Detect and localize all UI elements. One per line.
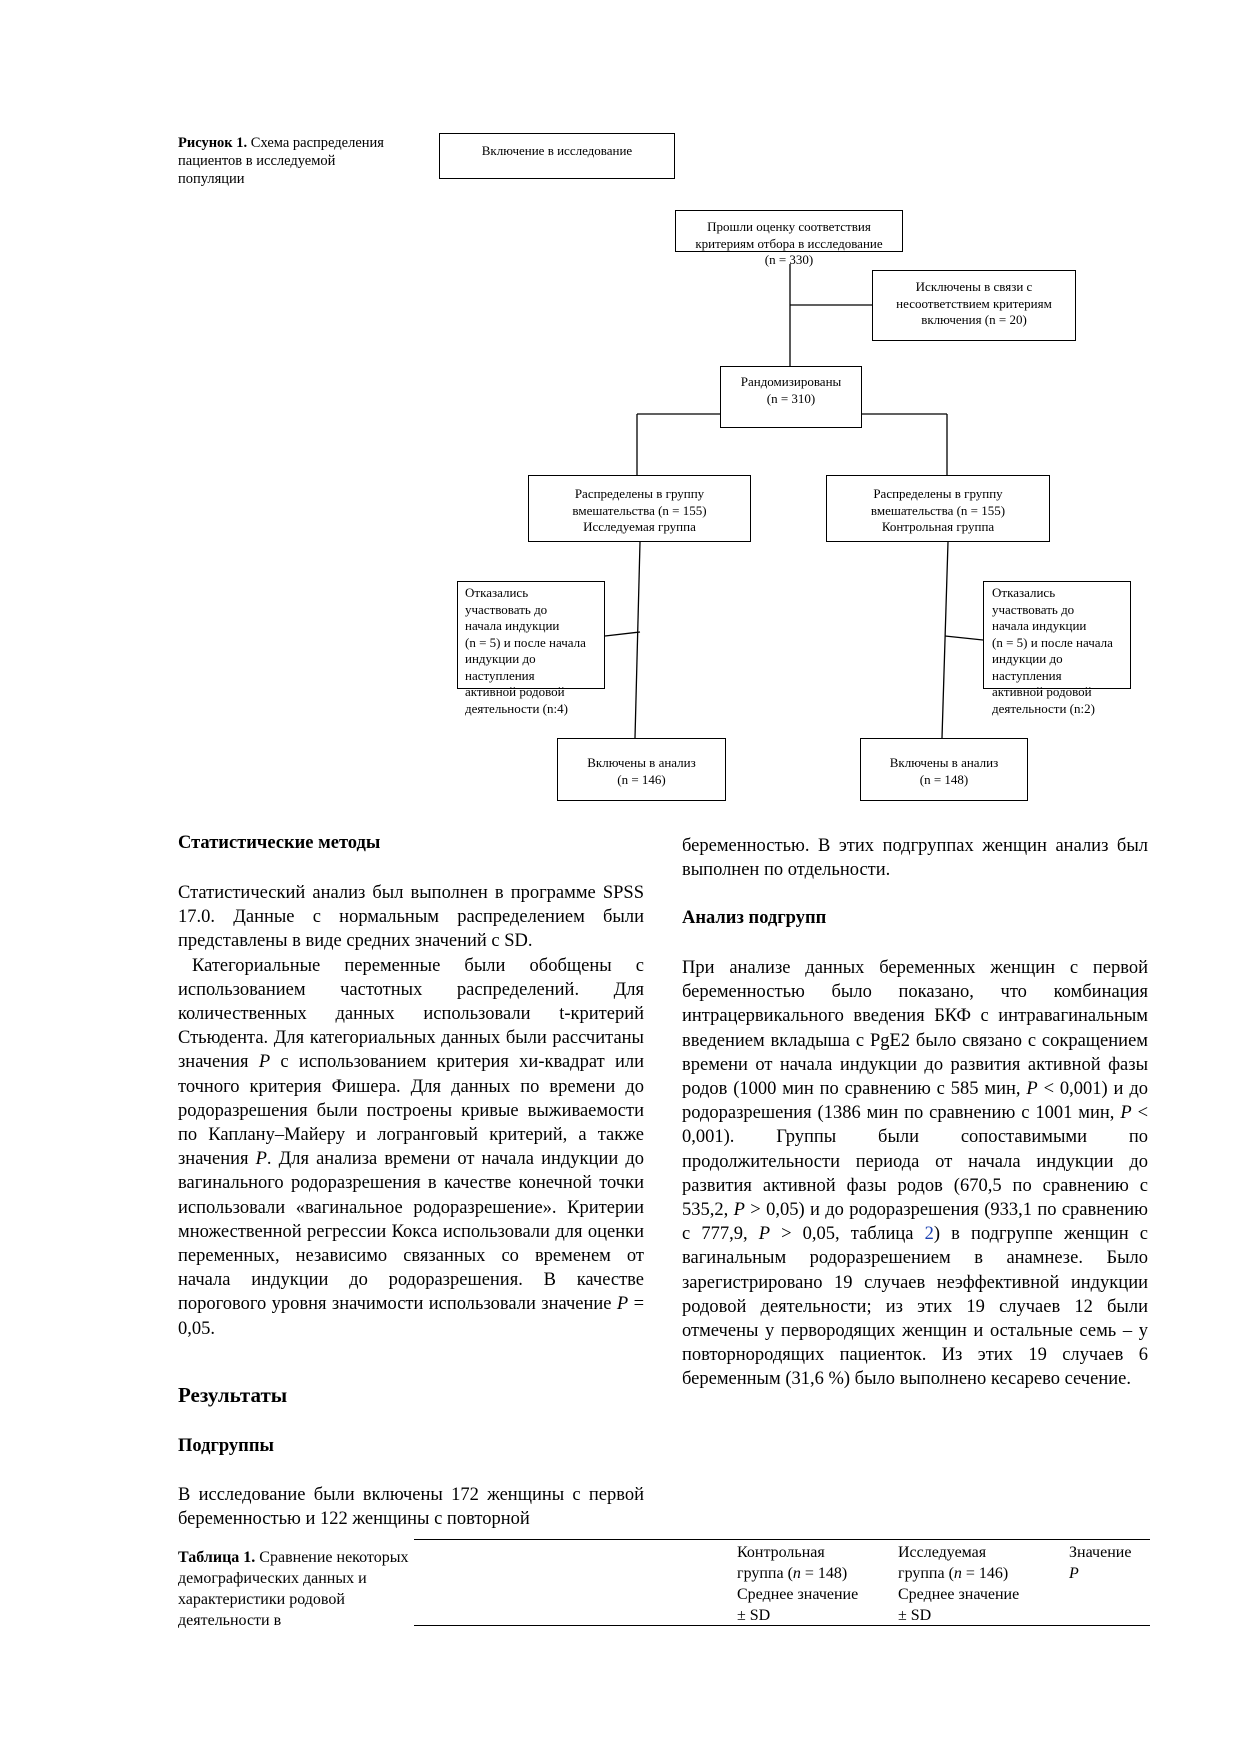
table-caption bbox=[178, 1547, 418, 1631]
box-declined-right-text bbox=[992, 585, 1142, 717]
heading-results: Результаты bbox=[178, 1383, 288, 1407]
box-control-line: вмешательства (n = 155) bbox=[870, 502, 1006, 518]
paragraph-subgroups: В исследование были включены 172 женщины с первой беременностью и 122 женщины с повторной bbox=[178, 1485, 644, 1530]
box-excluded-line: несоответствием критериям bbox=[896, 295, 1052, 311]
declined-right-line: индукции до bbox=[992, 651, 1063, 666]
box-enrollment bbox=[439, 133, 675, 179]
declined-right-line: участвовать до bbox=[992, 601, 1075, 617]
box-assessed-line: Прошли оценку соответствия bbox=[707, 219, 871, 234]
box-assessed-line: (n = 330) bbox=[764, 252, 814, 267]
box-declined-left-text bbox=[465, 585, 615, 717]
declined-right-line: (n = 5) и после начала bbox=[992, 634, 1113, 650]
box-enrollment-text: Включение в исследование bbox=[481, 143, 633, 158]
table-top-rule bbox=[414, 1539, 1150, 1540]
paragraph-stat-2: Категориальные переменные были обобщены с использованием частотных распределений. Для количественных данных использовали t-критерий Стьюдента. Для категориальных данных были рассчитаны значения P с использованием критерия хи-квадрат или точного критерия Фишера. Для данных по времени до родоразрешения были построены кривые выживаемости по Каплану–Майеру и логранговый критерий, а также значения P. Для анализа времени от начала индукции до вагинального родоразрешения в качестве конечной точки использовали «вагинальное родоразрешение». Критерии множественной регрессии Кокса использовали для оценки переменных, независимо связанных со временем от начала индукции до родоразрешения. В качестве порогового уровня значимости использовали значение P = 0,05. bbox=[178, 955, 644, 1339]
box-assessed bbox=[675, 210, 903, 267]
box-randomized-line: (n = 310) bbox=[766, 390, 816, 406]
declined-left-line: активной родовой bbox=[465, 684, 565, 699]
analyzed-left-line: (n = 146) bbox=[617, 771, 666, 787]
box-assessed-line: критериям отбора в исследование bbox=[695, 235, 883, 251]
box-excluded bbox=[872, 270, 1076, 341]
analyzed-left-line: Включены в анализ bbox=[587, 755, 696, 770]
box-intervention-line: Распределены в группу bbox=[574, 486, 705, 501]
box-control-line: Распределены в группу bbox=[873, 486, 1003, 501]
heading-subgroups: Подгруппы bbox=[178, 1436, 274, 1456]
table-col-control: Контрольная группа (n = 148) Среднее значение ± SD bbox=[737, 1544, 859, 1624]
table-caption-label: Таблица 1. bbox=[178, 1549, 256, 1566]
box-analyzed-right bbox=[860, 738, 1028, 801]
box-analyzed-left bbox=[557, 738, 726, 801]
declined-right-line: наступления bbox=[992, 667, 1062, 683]
paragraph-stat-1: Статистический анализ был выполнен в программе SPSS 17.0. Данные с нормальным распределением были представлены в виде средних значений с SD. bbox=[178, 883, 644, 952]
box-control-group bbox=[826, 475, 1050, 542]
table-caption-text: Сравнение некоторых демографических данных и характеристики родовой деятельности в bbox=[178, 1549, 409, 1629]
declined-right-line: начала индукции bbox=[992, 618, 1087, 633]
declined-left-line: Отказались bbox=[465, 585, 529, 600]
box-randomized-line: Рандомизированы bbox=[740, 374, 842, 389]
box-intervention-line: Исследуемая группа bbox=[583, 519, 696, 534]
box-excluded-line: Исключены в связи с bbox=[915, 279, 1033, 294]
box-randomized bbox=[720, 366, 862, 428]
box-intervention-group bbox=[528, 475, 751, 542]
analyzed-right-line: Включены в анализ bbox=[889, 755, 999, 770]
declined-left-line: (n = 5) и после начала bbox=[465, 634, 586, 650]
box-intervention-line: вмешательства (n = 155) bbox=[572, 502, 707, 518]
box-control-line: Контрольная группа bbox=[881, 519, 995, 534]
table-2-link[interactable]: 2 bbox=[924, 1224, 934, 1245]
table-col-study: Исследуемая группа (n = 146) Среднее значение ± SD bbox=[898, 1544, 1020, 1624]
box-excluded-line: включения (n = 20) bbox=[921, 312, 1027, 327]
declined-left-line: индукции до bbox=[465, 651, 536, 666]
declined-left-line: начала индукции bbox=[465, 618, 560, 633]
paragraph-subgroup-analysis: При анализе данных беременных женщин с первой беременностью было показано, что комбинация интрацервикального введения БКФ с интравагинальным введением вкладыша с PgE2 было связано с сокращением времени от начала индукции до развития активной фазы родов (1000 мин по сравнению с 585 мин, P < 0,001) и до родоразрешения (1386 мин по сравнению с 1001 мин, P < 0,001). Группы были сопоставимыми по продолжительности периода от начала индукции до развития активной фазы родов (670,5 по сравнению с 535,2, P > 0,05) и до родоразрешения (933,1 по сравнению с 777,9, P > 0,05, таблица 2) в подгруппе женщин с вагинальным родоразрешением в анамнезе. Было зарегистрировано 19 случаев неэффективной индукции родовой деятельности; из этих 19 случаев 12 были отмечены у первородящих женщин и остальные семь – у повторнородящих пациенток. Из этих 19 случаев 6 беременным (31,6 %) было выполнено кесарево сечение. bbox=[682, 958, 1148, 1390]
table-col-p-value: Значение P bbox=[1069, 1544, 1132, 1582]
figure-caption-label: Рисунок 1. bbox=[178, 135, 248, 151]
declined-left-line: деятельности (n:4) bbox=[465, 700, 568, 716]
declined-left-line: участвовать до bbox=[465, 601, 548, 617]
left-column-text bbox=[178, 881, 644, 1341]
declined-left-line: наступления bbox=[465, 667, 535, 683]
declined-right-line: деятельности (n:2) bbox=[992, 700, 1095, 716]
heading-statistical-methods: Статистические методы bbox=[178, 833, 381, 853]
figure-caption-text: Схема распределения пациентов в исследуемой популяции bbox=[178, 135, 384, 187]
analyzed-right-line: (n = 148) bbox=[919, 771, 969, 787]
declined-right-line: активной родовой bbox=[992, 684, 1092, 699]
declined-right-line: Отказались bbox=[992, 585, 1056, 600]
heading-subgroup-analysis: Анализ подгрупп bbox=[682, 908, 827, 928]
paragraph-continuation: беременностью. В этих подгруппах женщин анализ был выполнен по отдельности. bbox=[682, 836, 1148, 881]
